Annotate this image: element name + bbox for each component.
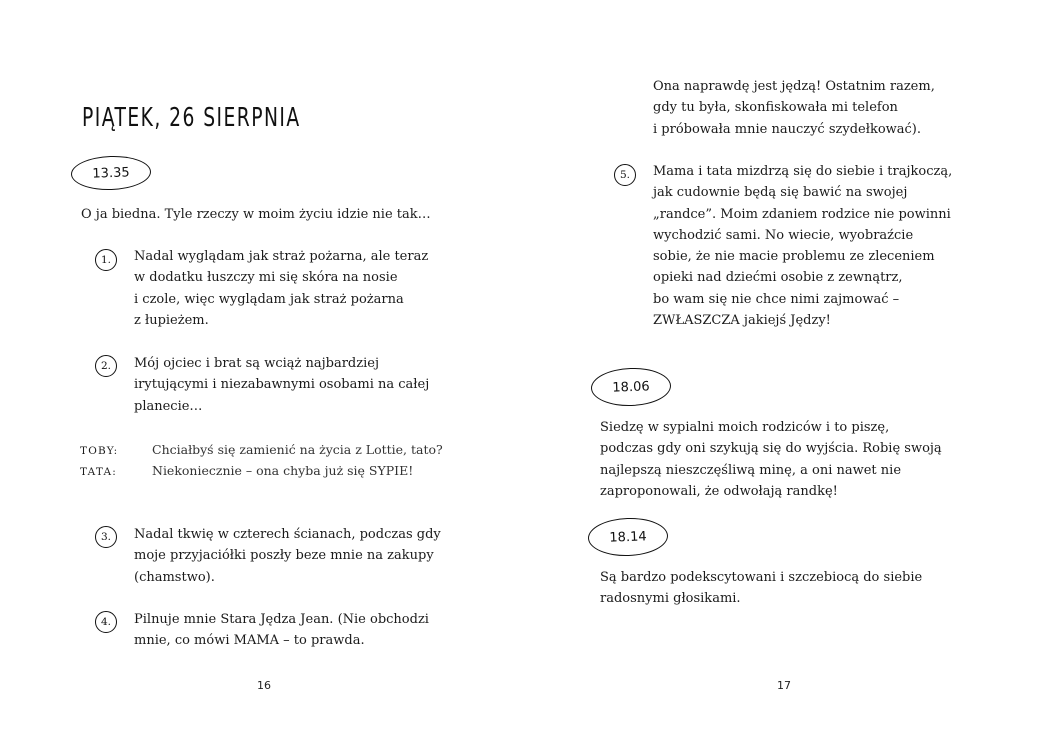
line: wychodzić sami. No wiecie, wyobraźcie	[653, 227, 914, 243]
line: Ona naprawdę jest jędzą! Ostatnim razem,	[653, 79, 935, 94]
list-item-5	[653, 161, 952, 331]
list-number-5: 5.	[614, 164, 636, 186]
time-label: 18.06	[612, 378, 650, 396]
line: Nadal wyglądam jak straż pożarna, ale teraz	[134, 249, 429, 264]
list-number-4: 4.	[95, 611, 117, 633]
list-item-4	[134, 609, 429, 652]
dialogue-line-tata: Niekoniecznie – ona chyba już się SYPIE!	[152, 463, 414, 478]
continued-text	[653, 76, 935, 140]
line: podczas gdy oni szykują się do wyjścia. Robię swoją	[600, 441, 942, 457]
line: (chamstwo).	[134, 569, 215, 585]
line: mnie, co mówi MAMA – to prawda.	[134, 633, 365, 649]
line: bo wam się nie chce nimi zajmować –	[653, 291, 900, 307]
line: i czole, więc wyglądam jak straż pożarna	[134, 291, 404, 307]
line: najlepszą nieszczęśliwą minę, a oni nawet nie	[600, 462, 902, 478]
list-item-1	[134, 246, 428, 331]
line: Mama i tata mizdrzą się do siebie i trajkoczą,	[653, 164, 953, 179]
line: i próbowała mnie nauczyć szydełkować).	[653, 121, 922, 137]
line: „randce”. Moim zdaniem rodzice nie powinni	[653, 206, 951, 222]
page-number-left: 16	[257, 679, 271, 692]
line: opieki nad dziećmi osobie z zewnątrz,	[653, 270, 903, 286]
line: jak cudownie będą się bawić na swojej	[653, 185, 908, 201]
line: w dodatku łuszczy mi się skóra na nosie	[134, 270, 398, 286]
dialogue-line-toby: Chciałbyś się zamienić na życia z Lottie, tato?	[152, 442, 443, 457]
list-item-2	[134, 353, 429, 417]
line: zaproponowali, że odwołają randkę!	[600, 483, 838, 499]
line: irytującymi i niezabawnymi osobami na całej	[134, 377, 430, 393]
list-number-2: 2.	[95, 355, 117, 377]
line: z łupieżem.	[134, 312, 209, 328]
time-label: 13.35	[92, 164, 130, 182]
speaker-toby: TOBY:	[80, 445, 119, 457]
speaker-tata: TATA:	[80, 466, 117, 478]
line: ZWŁASZCZA jakiejś Jędzy!	[653, 313, 831, 329]
paragraph-1814	[600, 567, 922, 610]
list-item-3	[134, 524, 441, 588]
line: gdy tu była, skonfiskowała mi telefon	[653, 100, 898, 116]
time-badge-1806	[590, 367, 671, 408]
time-badge-1335	[70, 155, 151, 192]
line: Nadal tkwię w czterech ścianach, podczas gdy	[134, 527, 441, 542]
page-number-right: 17	[777, 679, 791, 692]
time-label: 18.14	[609, 528, 647, 546]
right-page	[522, 0, 1044, 749]
line: planecie…	[134, 398, 203, 414]
line: Pilnuje mnie Stara Jędza Jean. (Nie obchodzi	[134, 612, 429, 627]
line: radosnymi głosikami.	[600, 591, 741, 607]
time-badge-1814	[587, 517, 668, 558]
intro-text: O ja biedna. Tyle rzeczy w moim życiu idzie nie tak…	[81, 207, 431, 222]
line: Siedzę w sypialni moich rodziców i to piszę,	[600, 420, 890, 435]
paragraph-1806	[600, 417, 942, 502]
list-number-1: 1.	[95, 249, 117, 271]
chapter-title: PIĄTEK, 26 SIERPNIA	[82, 103, 301, 133]
line: moje przyjaciółki poszły beze mnie na zakupy	[134, 548, 434, 564]
line: Mój ojciec i brat są wciąż najbardziej	[134, 356, 379, 371]
line: Są bardzo podekscytowani i szczebiocą do siebie	[600, 570, 923, 585]
list-number-3: 3.	[95, 526, 117, 548]
line: sobie, że nie macie problemu ze zleceniem	[653, 249, 935, 265]
